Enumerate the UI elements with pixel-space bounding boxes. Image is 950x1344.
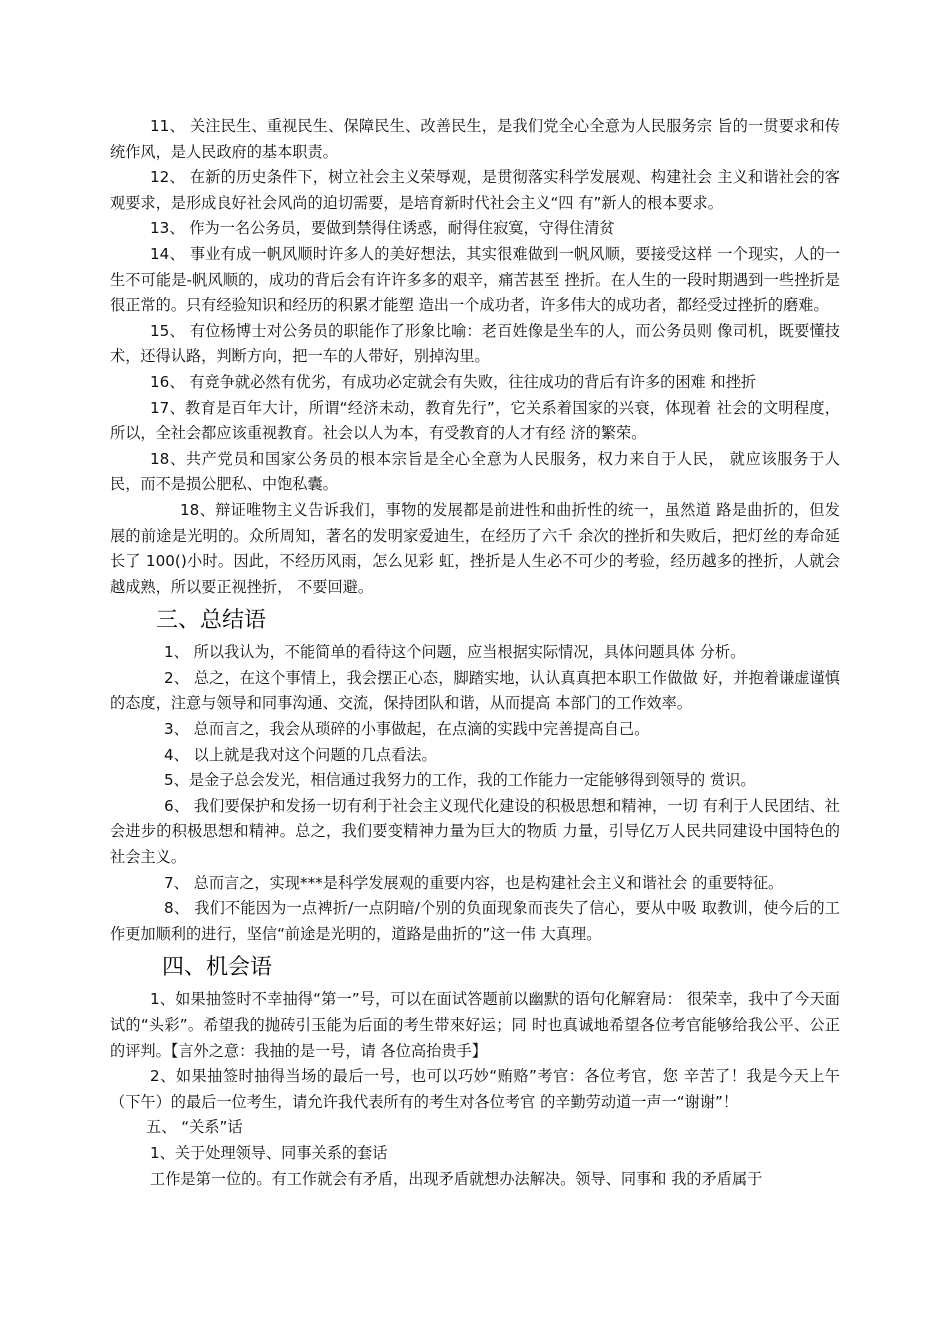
section3-item-5: 5、是金子总会发光，相信通过我努力的工作，我的工作能力一定能够得到领导的 赏识。 bbox=[164, 771, 756, 790]
section2-item-16: 16、 有竞争就必然有优劣，有成功必定就会有失败，往往成功的背后有许多的困难 和挫折 bbox=[150, 372, 757, 391]
section2-item-17: 17、教育是百年大计，所谓“经济未动，教育先行”，它关系着国家的兴衰，体现着 社会的文明程度，所以，全社会都应该重视教育。社会以人为本，有受教育的人才有经 济的繁荣。 bbox=[110, 398, 840, 443]
section4-heading: 四、机会语 bbox=[162, 955, 273, 981]
section2-item-18b: 18、辩证唯物主义告诉我们，事物的发展都是前进性和曲折性的统一，虽然道 路是曲折的，但发展的前途是光明的。众所周知，著名的发明家爱迪生，在经历了六千 余次的挫折和失败后，把灯丝的寿命延长了 100()小时。因此，不经历风雨，怎么见彩 虹，挫折是人生必不可少的考验，经历越多的挫折，人就会越成熟，所以要正视挫折， 不要回避。 bbox=[110, 500, 840, 596]
section3-item-6: 6、 我们要保护和发扬一切有利于社会主义现代化建设的积极思想和精神，一切 有利于人民团结、社会进步的积极思想和精神。总之，我们要变精神力量为巨大的物质 力量，引导亿万人民共同建设中国特色的社会主义。 bbox=[110, 796, 840, 867]
section2-item-15: 15、 有位杨博士对公务员的职能作了形象比喻：老百姓像是坐车的人，而公务员则 像司机，既要懂技术，还得认路，判断方向，把一车的人带好，别掉沟里。 bbox=[110, 321, 840, 366]
section4-item-1: 1、如果抽签时不幸抽得“第一”号，可以在面试答题前以幽默的语句化解窘局： 很荣幸，我中了今天面试的“头彩”。希望我的抛砖引玉能为后面的考生带來好运；同 时也真诚地希望各位考官能够给我公平、公正的评判。【言外之意：我抽的是一号，请 各位高抬贵手】 bbox=[110, 990, 840, 1060]
section5-heading: 五、 “关系”话 bbox=[146, 1118, 243, 1137]
section3-item-1: 1、 所以我认为，不能简单的看待这个问题，应当根据实际情况，具体问题具体 分析。 bbox=[164, 643, 746, 662]
section2-item-18a: 18、共产党员和国家公务员的根本宗旨是全心全意为人民服务，权力来自于人民， 就应该服务于人民，而不是损公肥私、中饱私囊。 bbox=[110, 449, 840, 494]
section2-item-11: 11、 关注民生、重视民生、保障民生、改善民生，是我们党全心全意为人民服务宗 旨的一贯要求和传统作风，是人民政府的基本职责。 bbox=[110, 117, 840, 161]
section3-item-7: 7、 总而言之，实现***是科学发展观的重要内容，也是构建社会主义和谐社会 的重要特征。 bbox=[164, 873, 784, 892]
section3-item-3: 3、 总而言之，我会从琐碎的小事做起，在点滴的实践中完善提高自己。 bbox=[164, 720, 650, 739]
section3-item-2: 2、 总之，在这个事情上，我会摆正心态，脚踏实地，认认真真把本职工作做做 好，并抱着谦虚谨慎的态度，注意与领导和同事沟通、交流，保持团队和谐，从而提高 本部门的工作效率。 bbox=[110, 668, 840, 713]
section2-item-13: 13、 作为一名公务员，要做到禁得住诱惑，耐得住寂寞，守得住清贫 bbox=[150, 219, 615, 238]
section3-item-8: 8、 我们不能因为一点裨折/一点阴暗/个别的负面现象而丧失了信心，要从中吸 取教训，使今后的工作更加顺利的进行，坚信“前途是光明的，道路是曲折的”这一伟 大真理。 bbox=[110, 899, 840, 943]
document-page bbox=[110, 114, 840, 1192]
section5-body: 工作是第一位的。有工作就会有矛盾，出现矛盾就想办法解决。领导、同事和 我的矛盾属于 bbox=[150, 1169, 763, 1188]
section5-subheading: 1、关于处理领导、同事关系的套话 bbox=[150, 1143, 388, 1162]
section4-item-2: 2、如果抽签时抽得当场的最后一号，也可以巧妙“贿赂”考官：各位考官，您 辛苦了！我是今天上午（下午）的最后一位考生，请允许我代表所有的考生对各位考官 的辛勤劳动道一声一“谢谢”！ bbox=[110, 1067, 840, 1111]
section2-item-14: 14、 事业有成一帆风顺时许多人的美好想法，其实很难做到一帆风顺，要接受这样 一个现实，人的一生不可能是-帆风顺的，成功的背后会有许许多多的艰辛，痛苦甚至 挫折。在人生的一段时期遇到一些挫折是很正常的。只有经验知识和经历的积累才能塑 造出一个成功者，许多伟大的成功者，都经受过挫折的磨难。 bbox=[110, 244, 840, 315]
section3-heading: 三、总结语 bbox=[156, 608, 267, 634]
section2-item-12: 12、 在新的历史条件下，树立社会主义荣辱观，是贯彻落实科学发展观、构建社会 主义和谐社会的客观要求，是形成良好社会风尚的迫切需要，是培育新时代社会主义“四 有”新人的根本要求。 bbox=[110, 168, 840, 212]
section3-item-4: 4、 以上就是我对这个问题的几点看法。 bbox=[164, 745, 437, 764]
